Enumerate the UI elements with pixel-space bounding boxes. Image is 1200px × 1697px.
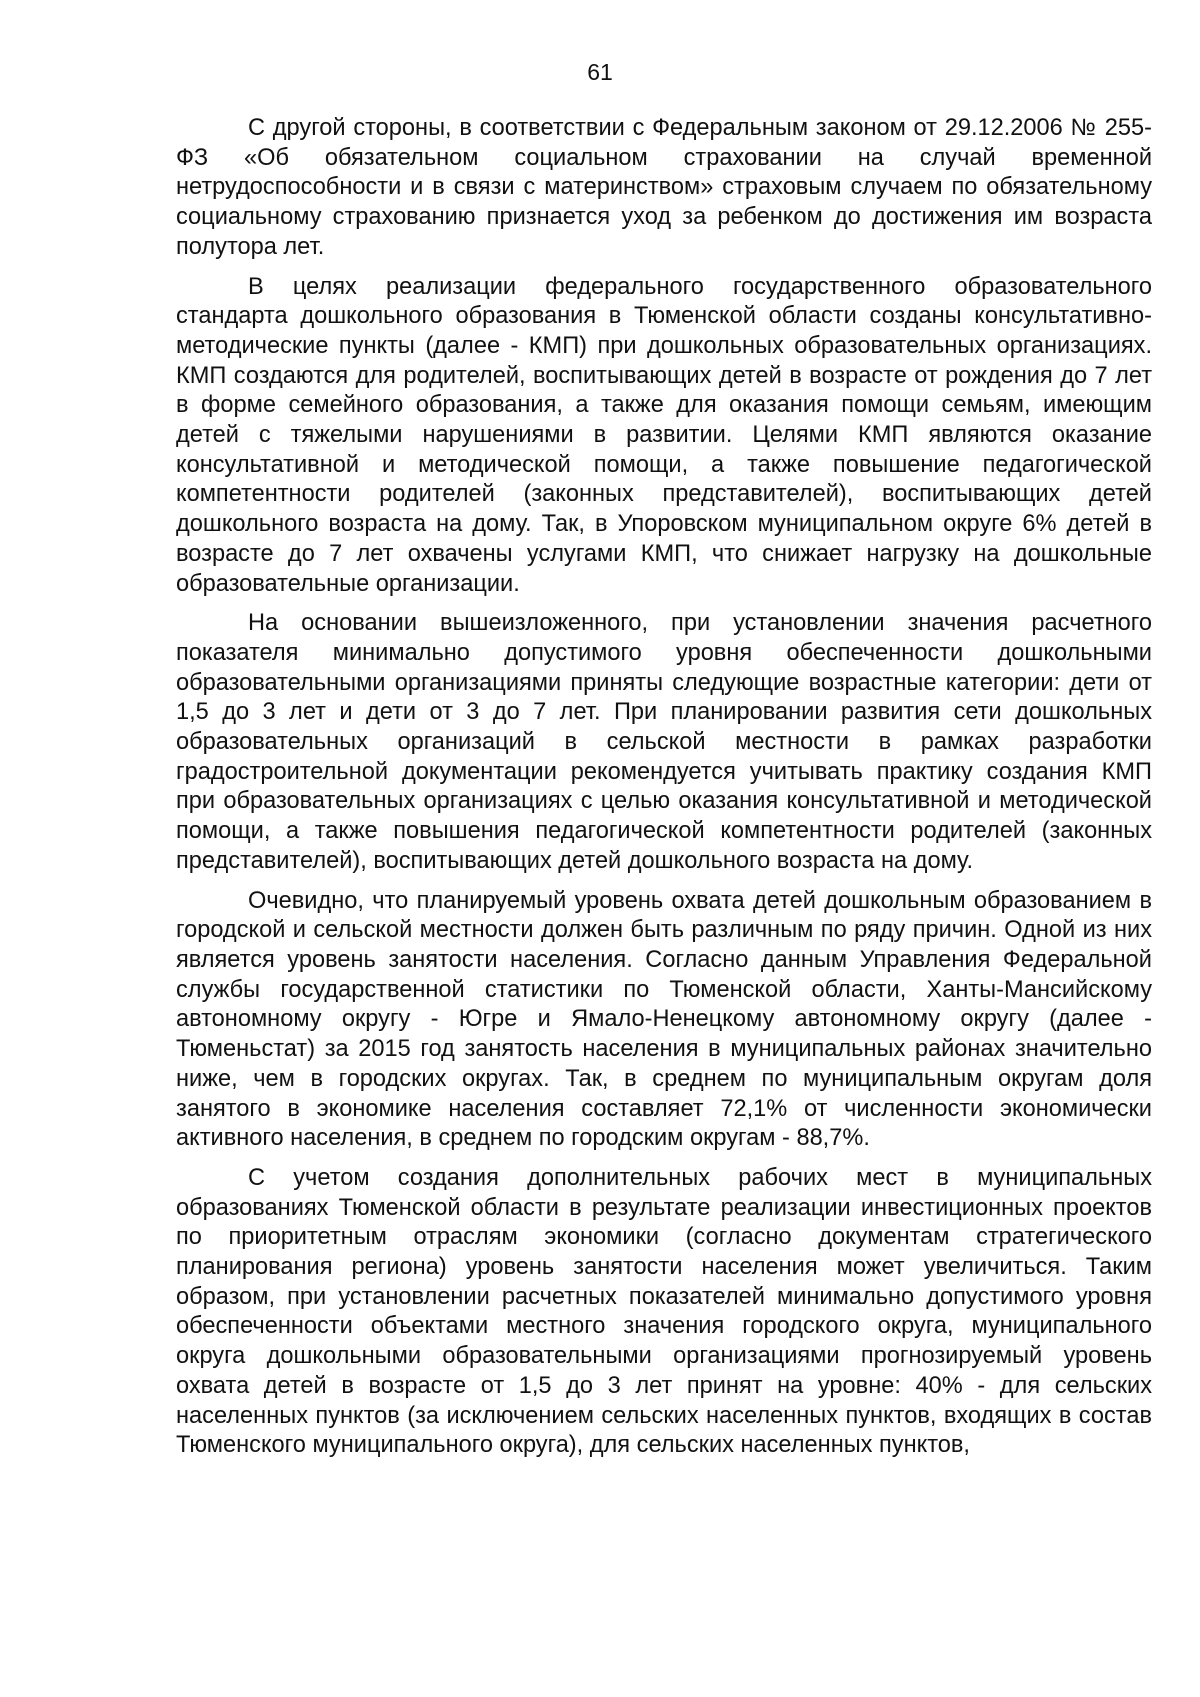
- paragraph-age-categories: На основании вышеизложенного, при установлении значения расчетного показателя минимально допустимого уровня обеспеченности дошкольными образовательными организациями приняты следующие возрастные категории: дети от 1,5 до 3 лет и дети от 3 до 7 лет. При планировании развития сети дошкольных образовательных организаций в сельской местности в рамках разработки градостроительной документации рекомендуется учитывать практику создания КМП при образовательных организациях с целью оказания консультативной и методической помощи, а также повышения педагогической компетентности родителей (законных представителей), воспитывающих детей дошкольного возраста на дому.: [176, 610, 1152, 874]
- paragraph-kmp-centers: В целях реализации федерального государственного образовательного стандарта дошкольного образования в Тюменской области созданы консультативно-методические пункты (далее - КМП) при дошкольных образовательных организациях. КМП создаются для родителей, воспитывающих детей в возрасте от рождения до 7 лет в форме семейного образования, а также для оказания помощи семьям, имеющим детей с тяжелыми нарушениями в развитии. Целями КМП являются оказание консультативной и методической помощи, а также повышение педагогической компетентности родителей (законных представителей), воспитывающих детей дошкольного возраста на дому. Так, в Упоровском муниципальном округе 6% детей в возрасте до 7 лет охвачены услугами КМП, что снижает нагрузку на дошкольные образовательные организации.: [176, 273, 1152, 597]
- paragraph-coverage-forecast: С учетом создания дополнительных рабочих мест в муниципальных образованиях Тюменской области в результате реализации инвестиционных проектов по приоритетным отраслям экономики (согласно документам стратегического планирования региона) уровень занятости населения может увеличиться. Таким образом, при установлении расчетных показателей минимально допустимого уровня обеспеченности объектами местного значения городского округа, муниципального округа дошкольными образовательными организациями прогнозируемый уровень охвата детей в возрасте от 1,5 до 3 лет принят на уровне: 40% - для сельских населенных пунктов (за исключением сельских населенных пунктов, входящих в состав Тюменского муниципального округа), для сельских населенных пунктов,: [176, 1164, 1152, 1459]
- page-number: 61: [587, 59, 613, 85]
- paragraph-employment-levels: Очевидно, что планируемый уровень охвата детей дошкольным образованием в городской и сельской местности должен быть различным по ряду причин. Одной из них является уровень занятости населения. Согласно данным Управления Федеральной службы государственной статистики по Тюменской области, Ханты-Мансийскому автономному округу - Югре и Ямало-Ненецкому автономному округу (далее - Тюменьстат) за 2015 год занятость населения в муниципальных районах значительно ниже, чем в городских округах. Так, в среднем по муниципальным округам доля занятого в экономике населения составляет 72,1% от численности экономически активного населения, в среднем по городским округам - 88,7%.: [176, 887, 1152, 1152]
- document-body: [176, 114, 1152, 1471]
- paragraph-sick-leave-law: С другой стороны, в соответствии с Федеральным законом от 29.12.2006 № 255-ФЗ «Об обязательном социальном страховании на случай временной нетрудоспособности и в связи с материнством» страховым случаем по обязательному социальному страхованию признается уход за ребенком до достижения им возраста полутора лет.: [176, 115, 1152, 260]
